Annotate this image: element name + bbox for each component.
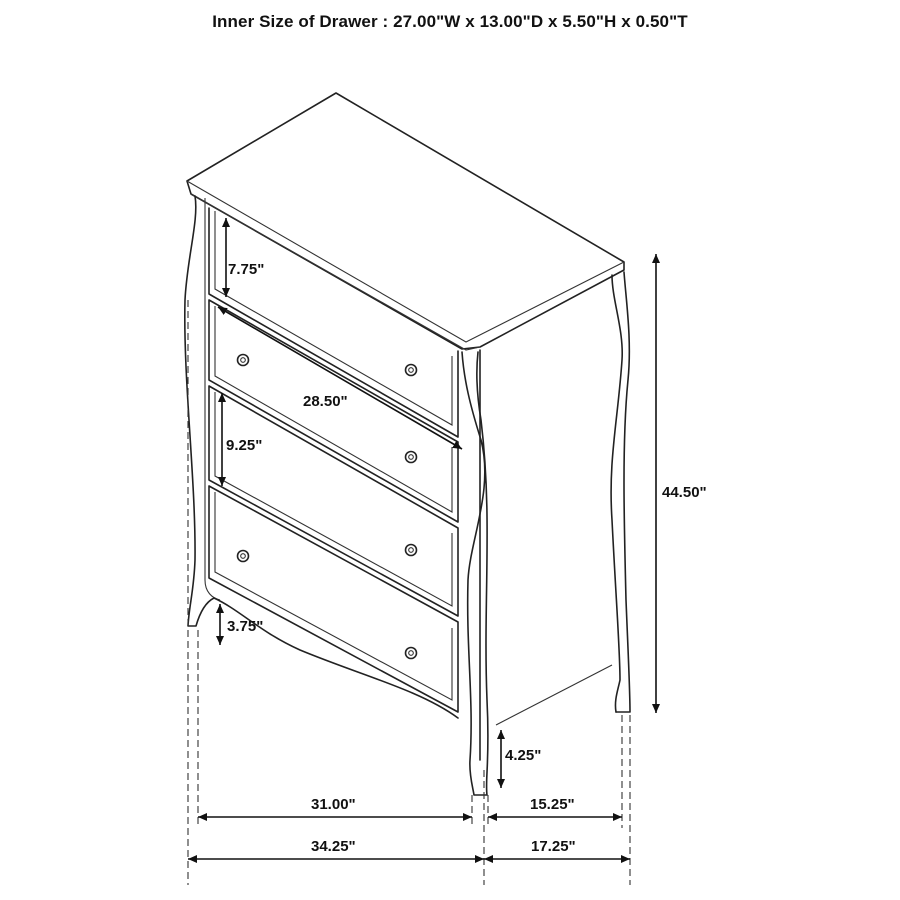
knob: [238, 355, 249, 366]
drawer-4: [209, 486, 458, 712]
leg-clearance-label: 4.25": [505, 747, 542, 764]
knob: [406, 545, 417, 556]
knob: [238, 551, 249, 562]
drawer-height-label: 9.25": [226, 437, 263, 454]
case-depth-label: 15.25": [530, 796, 575, 813]
knob: [406, 365, 417, 376]
drawer-width-label: 28.50": [303, 393, 348, 410]
apron: [214, 598, 458, 718]
apron-label: 3.75": [227, 618, 264, 635]
overall-width-label: 34.25": [311, 838, 356, 855]
drawer-2: [209, 300, 458, 522]
overall-depth-label: 17.25": [531, 838, 576, 855]
drawer-inner-size-caption: Inner Size of Drawer : 27.00"W x 13.00"D x 5.50"H x 0.50"T: [212, 12, 688, 31]
knob: [406, 452, 417, 463]
knob: [406, 648, 417, 659]
overall-height-label: 44.50": [662, 484, 707, 501]
front-right-leg: [462, 352, 488, 795]
top-drawer-height-label: 7.75": [228, 261, 265, 278]
case-width-label: 31.00": [311, 796, 356, 813]
